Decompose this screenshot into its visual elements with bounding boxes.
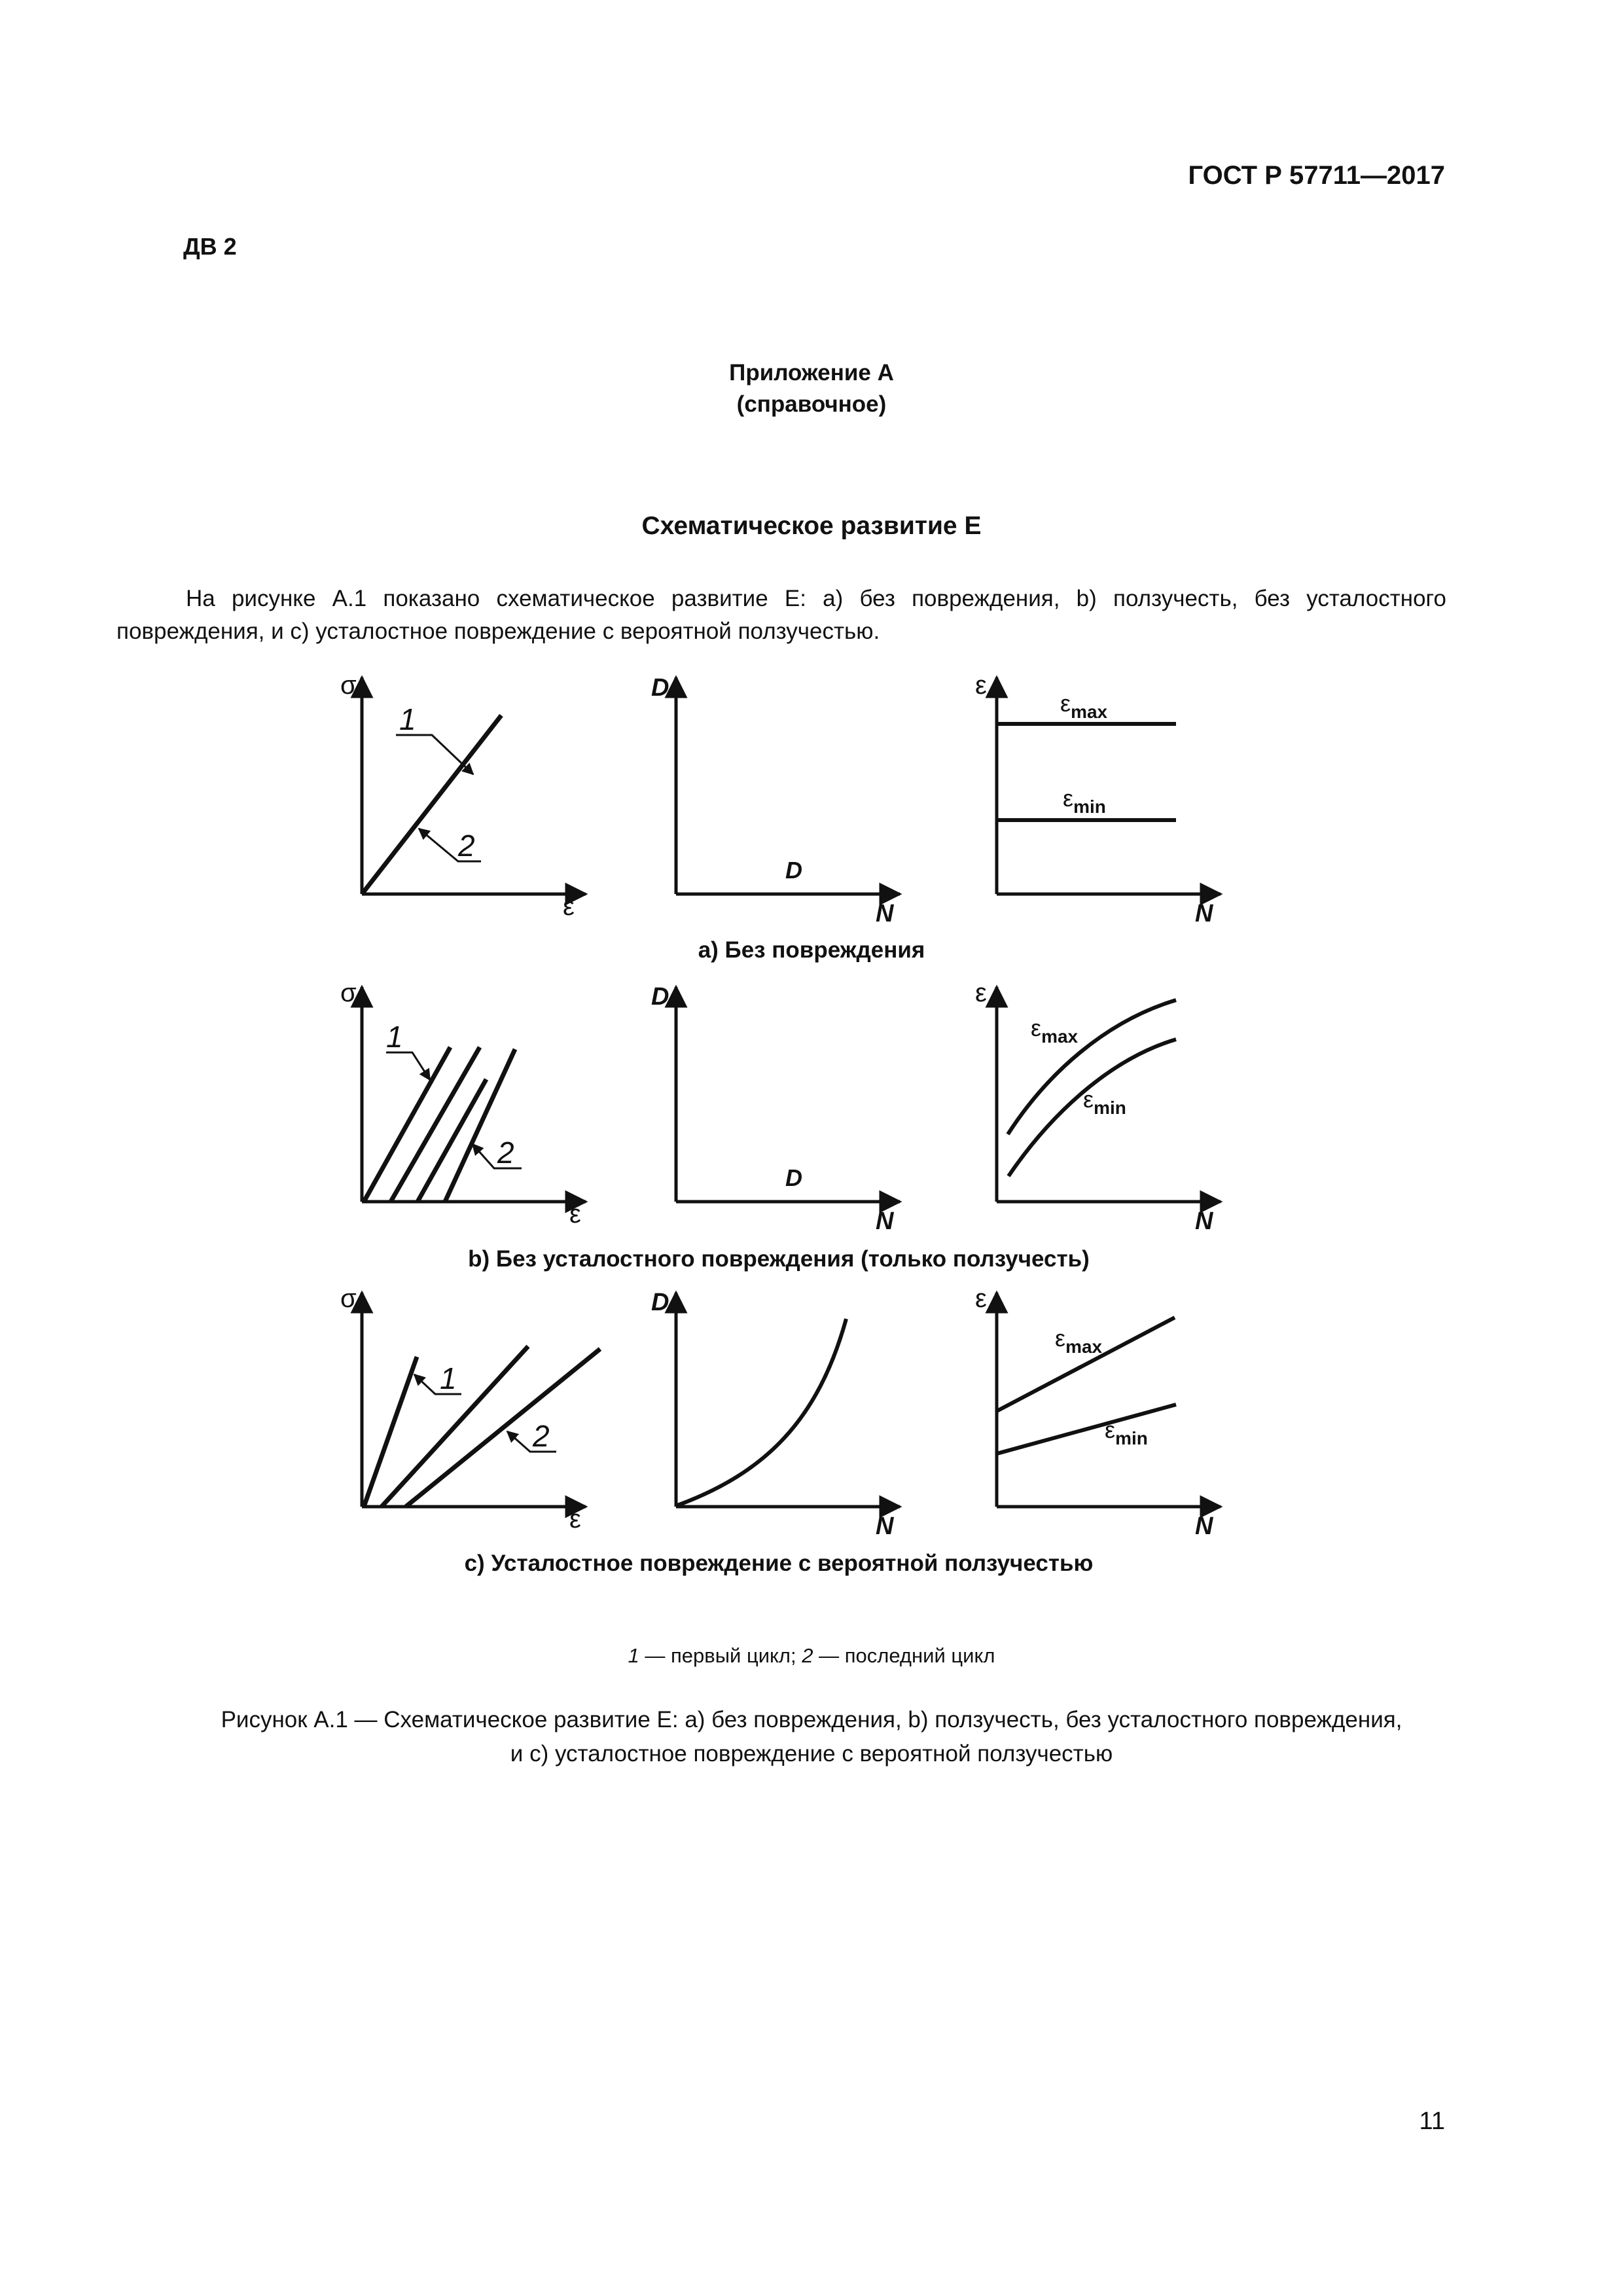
x-axis-label: N	[876, 1208, 894, 1235]
plot-a3-strain	[975, 671, 1221, 927]
first-cycle-line	[364, 1357, 417, 1507]
row-a	[340, 671, 1221, 963]
subcaption-b: b) Без усталостного повреждения (только ползучесть)	[468, 1246, 1090, 1272]
callout-1	[386, 1052, 430, 1080]
figure-caption	[134, 1703, 1489, 1771]
plot-b3-strain	[975, 978, 1221, 1235]
eps-max-label: $\varepsilon_{max}$	[1031, 1014, 1079, 1047]
y-axis-label: D	[651, 1289, 669, 1316]
appendix-subtitle: (справочное)	[736, 391, 887, 417]
x-axis-label: ε	[569, 1200, 581, 1229]
damage-curve	[677, 1319, 846, 1505]
db-marker: ДВ 2	[183, 233, 237, 260]
y-axis-label: ε	[975, 671, 987, 700]
damage-label: D	[785, 1164, 802, 1191]
loading-line	[362, 715, 501, 894]
label-1: 1	[399, 702, 416, 736]
eps-max-label: $\varepsilon_{max}$	[1060, 690, 1108, 722]
label-1: 1	[386, 1020, 403, 1054]
plot-c1-stress-strain	[340, 1284, 600, 1534]
x-axis-label: N	[1195, 1513, 1213, 1540]
y-axis-label: σ	[340, 1284, 357, 1313]
y-axis-label: σ	[340, 978, 357, 1007]
eps-max-label: $\varepsilon_{max}$	[1055, 1325, 1103, 1357]
y-axis-label: D	[651, 983, 669, 1011]
plot-a2-damage	[651, 674, 900, 927]
page-number: 11	[1419, 2108, 1445, 2135]
eps-max-line	[997, 1318, 1175, 1411]
plot-c2-damage	[651, 1289, 900, 1540]
row-c	[340, 1284, 1221, 1576]
figure-caption-line-2: и с) усталостное повреждение с вероятной ползучестью	[510, 1741, 1113, 1767]
figure-caption-line-1: Рисунок А.1 — Схематическое развитие Е: а) без повреждения, b) ползучесть, без усталостного повреждения,	[221, 1707, 1402, 1732]
x-axis-label: ε	[563, 892, 575, 921]
eps-min-line	[997, 1405, 1176, 1454]
eps-min-label: $\varepsilon_{min}$	[1083, 1086, 1126, 1118]
legend-text-1: — первый цикл;	[639, 1644, 802, 1667]
y-axis-label: σ	[340, 671, 357, 700]
eps-min-label: $\varepsilon_{min}$	[1063, 785, 1106, 817]
plot-b1-stress-strain	[340, 978, 586, 1229]
y-axis-label: D	[651, 674, 669, 702]
x-axis-label: N	[1195, 1208, 1213, 1235]
legend-key-1: 1	[628, 1644, 639, 1667]
label-1: 1	[440, 1361, 457, 1395]
intro-paragraph-text: На рисунке А.1 показано схематическое развитие Е: а) без повреждения, b) ползучесть, без усталостного повреждения, и с) усталостное повреждение с вероятной ползучестью.	[116, 586, 1446, 644]
x-axis-label: ε	[569, 1505, 581, 1534]
plot-a1-stress-strain	[340, 671, 586, 921]
x-axis-label: N	[1195, 900, 1213, 927]
subcaption-a: а) Без повреждения	[698, 937, 925, 963]
y-axis-label: ε	[975, 1284, 987, 1313]
label-2: 2	[533, 1419, 550, 1453]
standard-number: ГОСТ Р 57711—2017	[1188, 161, 1445, 190]
figure-legend	[0, 1644, 1623, 1668]
label-2: 2	[458, 829, 475, 863]
x-axis-label: N	[876, 1513, 894, 1540]
label-2: 2	[497, 1136, 514, 1170]
appendix-title: Приложение А	[729, 360, 894, 386]
row-b	[340, 978, 1221, 1272]
subcaption-c: с) Усталостное повреждение с вероятной ползучестью	[464, 1551, 1094, 1576]
plot-c3-strain	[975, 1284, 1221, 1540]
legend-key-2: 2	[802, 1644, 813, 1667]
section-title: Схематическое развитие Е	[641, 512, 982, 540]
y-axis-label: ε	[975, 978, 987, 1007]
legend-text-2: — последний цикл	[813, 1644, 995, 1667]
cycle-line	[445, 1049, 515, 1202]
x-axis-label: N	[876, 900, 894, 927]
plot-b2-damage	[651, 983, 900, 1235]
eps-min-label: $\varepsilon_{min}$	[1105, 1416, 1148, 1448]
damage-label: D	[785, 857, 802, 884]
